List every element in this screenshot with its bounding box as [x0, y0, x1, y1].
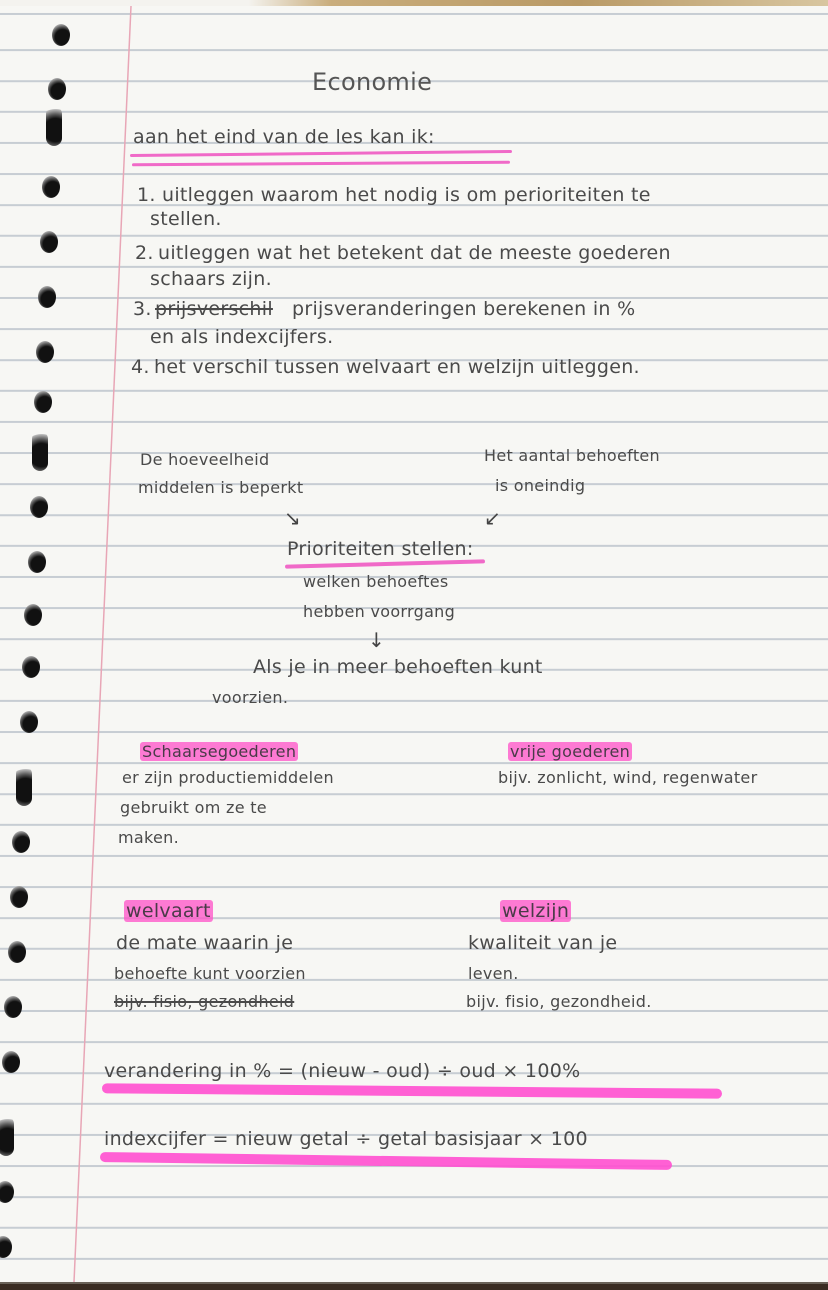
welzijn-heading — [500, 900, 571, 922]
spiral-hole — [42, 176, 60, 198]
free-goods-line1: bijv. zonlicht, wind, regenwater — [498, 768, 758, 787]
formula-change-percent: verandering in % = (nieuw - oud) ÷ oud × 100% — [104, 1060, 581, 1082]
formula-index-number: indexcijfer = nieuw getal ÷ getal basisjaar × 100 — [104, 1128, 588, 1150]
diagram-left-line1: De hoeveelheid — [140, 450, 270, 469]
spiral-hole — [12, 831, 30, 853]
goal-number: 4. — [131, 356, 150, 378]
spiral-hole — [0, 1236, 12, 1258]
diagram-center-line2: hebben voorrgang — [303, 602, 456, 621]
arrow-down-left-icon: ↙ — [484, 506, 501, 530]
spiral-hole — [36, 341, 54, 363]
welzijn-line3: bijv. fisio, gezondheid. — [466, 992, 652, 1011]
welvaart-label: welvaart — [126, 900, 211, 922]
free-goods-label: vrije goederen — [510, 742, 631, 761]
spiral-hole — [38, 286, 56, 308]
spiral-binding — [0, 6, 80, 1282]
goal-text: het verschil tussen welvaart en welzijn uitleggen. — [154, 356, 640, 378]
page-title: Economie — [312, 68, 433, 96]
spiral-hole — [2, 1051, 20, 1073]
welvaart-heading — [124, 900, 213, 922]
spiral-hole — [8, 941, 26, 963]
diagram-left-line2: middelen is beperkt — [138, 478, 304, 497]
goal-struck-word: prijsverschil — [155, 298, 273, 320]
goal-number: 1. — [137, 184, 156, 206]
notebook-page — [0, 6, 828, 1284]
scarce-goods-heading — [140, 742, 298, 761]
welzijn-line1: kwaliteit van je — [468, 932, 618, 954]
goal-number: 2. — [135, 242, 154, 264]
welzijn-label: welzijn — [502, 900, 570, 922]
arrow-down-right-icon: ↘ — [284, 506, 301, 530]
welvaart-struck-example: bijv. fisio, gezondheid — [114, 992, 295, 1011]
scarce-goods-line1: er zijn productiemiddelen — [122, 768, 334, 787]
spiral-hole — [30, 496, 48, 518]
diagram-result-line1: Als je in meer behoeften kunt — [253, 656, 543, 678]
diagram-right-line1: Het aantal behoeften — [484, 446, 660, 465]
spiral-hole — [40, 231, 58, 253]
goal-text: uitleggen waarom het nodig is om perioriteiten te — [162, 184, 651, 206]
free-goods-heading — [508, 742, 632, 761]
welvaart-line2: behoefte kunt voorzien — [114, 964, 306, 983]
scarce-goods-label: Schaarsegoederen — [142, 742, 297, 761]
diagram-center-heading: Prioriteiten stellen: — [287, 538, 474, 560]
arrow-down-icon: ↓ — [368, 628, 385, 652]
goal-text-cont: schaars zijn. — [150, 268, 272, 290]
spiral-hole — [34, 391, 52, 413]
scarce-goods-line2: gebruikt om ze te — [120, 798, 267, 817]
spiral-hole — [52, 24, 70, 46]
scarce-goods-line3: maken. — [118, 828, 179, 847]
goal-text: uitleggen wat het betekent dat de meeste goederen — [158, 242, 671, 264]
spiral-hole — [0, 1181, 14, 1203]
diagram-right-line2: is oneindig — [495, 476, 586, 495]
spiral-hole — [22, 656, 40, 678]
goal-text: prijsveranderingen berekenen in % — [292, 298, 636, 320]
spiral-hole — [0, 1116, 14, 1156]
welzijn-line2: leven. — [468, 964, 519, 983]
diagram-center-line1: welken behoeftes — [303, 572, 449, 591]
spiral-hole — [10, 886, 28, 908]
diagram-result-line2: voorzien. — [212, 688, 289, 707]
spiral-hole — [46, 106, 62, 146]
goal-number: 3. — [133, 298, 152, 320]
spiral-hole — [20, 711, 38, 733]
goals-heading: aan het eind van de les kan ik: — [133, 126, 435, 148]
welvaart-line1: de mate waarin je — [116, 932, 294, 954]
spiral-hole — [48, 78, 66, 100]
spiral-hole — [32, 431, 48, 471]
spiral-hole — [4, 996, 22, 1018]
spiral-hole — [16, 766, 32, 806]
spiral-hole — [24, 604, 42, 626]
goal-text-cont: en als indexcijfers. — [150, 326, 334, 348]
goal-text-cont: stellen. — [150, 208, 222, 230]
spiral-hole — [28, 551, 46, 573]
